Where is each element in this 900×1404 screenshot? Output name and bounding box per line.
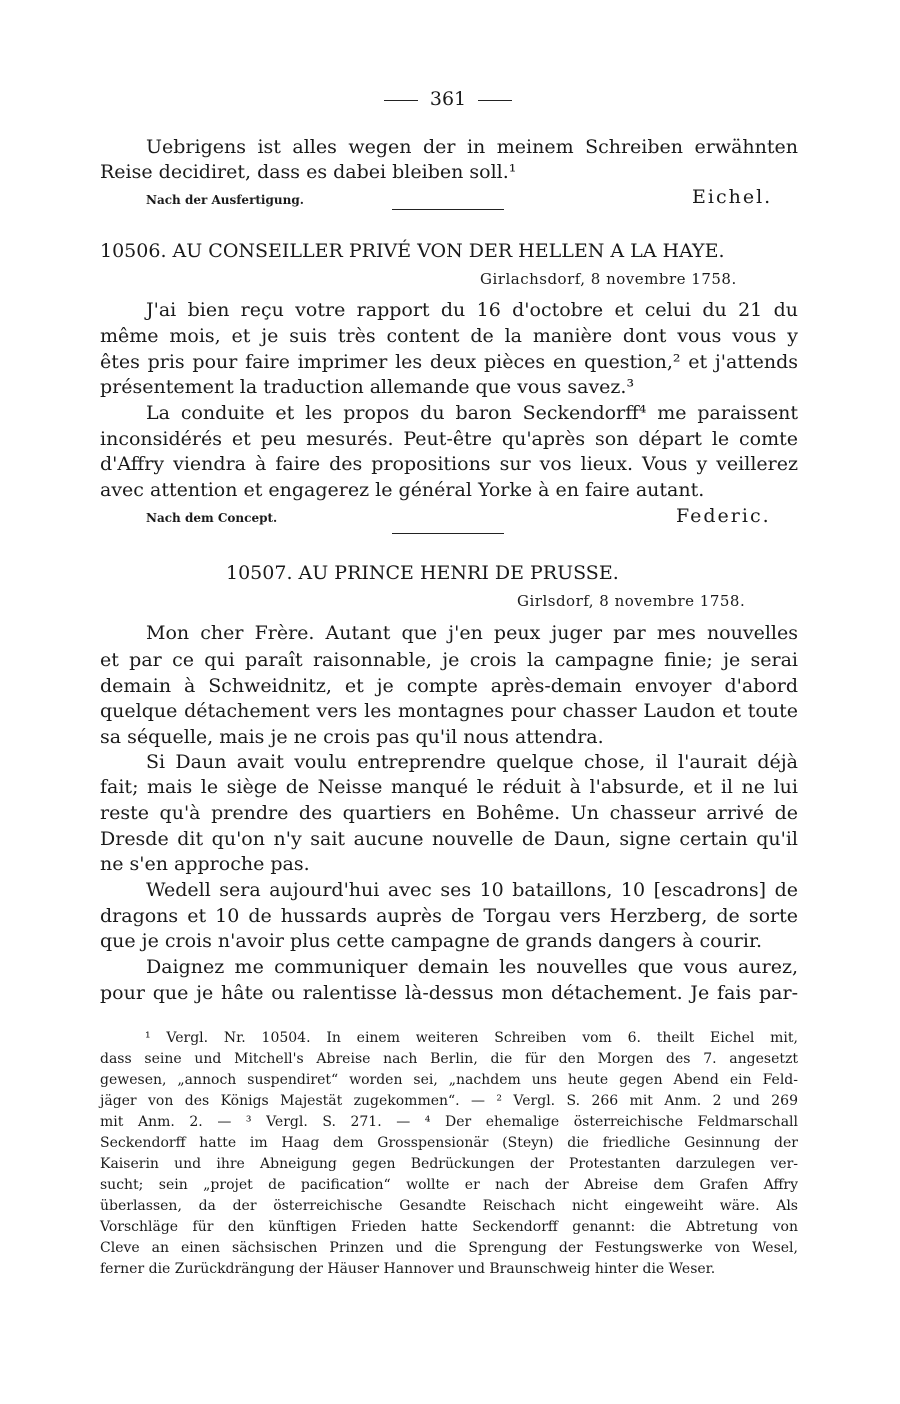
footnote-line: Vorschläge für den künftigen Frieden hatte Seckendorff genannt: die Abtretung von [100, 1219, 798, 1235]
footnote-line: ferner die Zurückdrängung der Häuser Hannover und Braunschweig hinter die Weser. [100, 1261, 716, 1277]
paragraph-line: inconsidérés et peu mesurés. Peut-être qu'après son départ le comte [100, 428, 798, 450]
intro-signature: Eichel. [692, 186, 773, 208]
paragraph-line: J'ai bien reçu votre rapport du 16 d'octobre et celui du 21 du [146, 299, 798, 321]
letter-heading: 10507. AU PRINCE HENRI DE PRUSSE. [226, 562, 619, 584]
paragraph-line: La conduite et les propos du baron Seckendorff⁴ me paraissent [146, 402, 798, 424]
letter-date: Girlsdorf, 8 novembre 1758. [517, 592, 746, 610]
paragraph-line: même mois, et je suis très content de la manière dont vous vous y [100, 325, 798, 347]
page-number: 361 [368, 88, 528, 110]
footnote-line: Cleve an einen sächsischen Prinzen und die Sprengung der Festungswerke von Wesel, [100, 1240, 798, 1256]
paragraph-line: fait; mais le siège de Neisse manqué le réduit à l'absurde, et il ne lui [100, 776, 798, 798]
footnote-line: ¹ Vergl. Nr. 10504. In einem weiteren Schreiben vom 6. theilt Eichel mit, [145, 1030, 798, 1046]
letter-source: Nach dem Concept. [146, 511, 278, 525]
letter-date: Girlachsdorf, 8 novembre 1758. [480, 270, 737, 288]
paragraph-line: présentement la traduction allemande que vous savez.³ [100, 376, 635, 398]
paragraph-line: reste qu'à prendre des quartiers en Bohême. Un chasseur arrivé de [100, 802, 798, 824]
paragraph-line: et par ce qui paraît raisonnable, je crois la campagne finie; je serai [100, 649, 798, 671]
intro-line: Reise decidiret, dass es dabei bleiben soll.¹ [100, 161, 517, 183]
paragraph-line: ne s'en approche pas. [100, 853, 310, 875]
letter-heading: 10506. AU CONSEILLER PRIVÉ VON DER HELLEN A LA HAYE. [100, 240, 725, 262]
dash-right [478, 100, 512, 101]
footnote-line: überlassen, da der österreichische Gesandte Reischach nicht eingeweiht wäre. Als [100, 1198, 798, 1214]
separator-rule [392, 209, 504, 210]
separator-rule [392, 533, 504, 534]
paragraph-line: Wedell sera aujourd'hui avec ses 10 bataillons, 10 [escadrons] de [146, 879, 798, 901]
paragraph-line: avec attention et engagerez le général Yorke à en faire autant. [100, 479, 705, 501]
paragraph-line: d'Affry viendra à faire des propositions sur vos lieux. Vous y veillerez [100, 453, 798, 475]
paragraph-line: dragons et 10 de hussards auprès de Torgau vers Herzberg, de sorte [100, 905, 798, 927]
intro-line: Uebrigens ist alles wegen der in meinem Schreiben erwähnten [146, 136, 798, 158]
paragraph-line: Si Daun avait voulu entreprendre quelque chose, il l'aurait déjà [146, 751, 798, 773]
paragraph-line: pour que je hâte ou ralentisse là-dessus mon détachement. Je fais par- [100, 982, 798, 1004]
paragraph-line: Mon cher Frère. Autant que j'en peux juger par mes nouvelles [146, 622, 798, 644]
footnote-line: jäger von des Königs Majestät zugekommen“. — ² Vergl. S. 266 mit Anm. 2 und 269 [100, 1093, 798, 1109]
footnote-line: Kaiserin und ihre Abneigung gegen Bedrückungen der Protestanten darzulegen ver- [100, 1156, 798, 1172]
footnote-line: dass seine und Mitchell's Abreise nach Berlin, die für den Morgen des 7. angesetzt [100, 1051, 798, 1067]
letter-signature: Federic. [676, 505, 771, 527]
paragraph-line: que je crois n'avoir plus cette campagne de grands dangers à courir. [100, 930, 763, 952]
footnote-line: gewesen, „annoch suspendiret“ worden sei, „nachdem uns heute gegen Abend ein Feld- [100, 1072, 798, 1088]
paragraph-line: quelque détachement vers les montagnes pour chasser Laudon et toute [100, 700, 798, 722]
paragraph-line: sa séquelle, mais je ne crois pas qu'il nous attendra. [100, 726, 604, 748]
footnote-line: sucht; sein „projet de pacification“ wollte er nach der Abreise dem Grafen Affry [100, 1177, 798, 1193]
footnote-line: Seckendorff hatte im Haag dem Grosspensionär (Steyn) die friedliche Gesinnung der [100, 1135, 798, 1151]
paragraph-line: Dresde dit qu'on n'y sait aucune nouvelle de Daun, signe certain qu'il [100, 828, 798, 850]
paragraph-line: Daignez me communiquer demain les nouvelles que vous aurez, [146, 956, 798, 978]
footnote-line: mit Anm. 2. — ³ Vergl. S. 271. — ⁴ Der ehemalige österreichische Feldmarschall [100, 1114, 798, 1130]
dash-left [384, 100, 418, 101]
intro-source: Nach der Ausfertigung. [146, 193, 304, 207]
paragraph-line: êtes pris pour faire imprimer les deux pièces en question,² et j'attends [100, 351, 798, 373]
paragraph-line: demain à Schweidnitz, et je compte après-demain envoyer d'abord [100, 675, 798, 697]
